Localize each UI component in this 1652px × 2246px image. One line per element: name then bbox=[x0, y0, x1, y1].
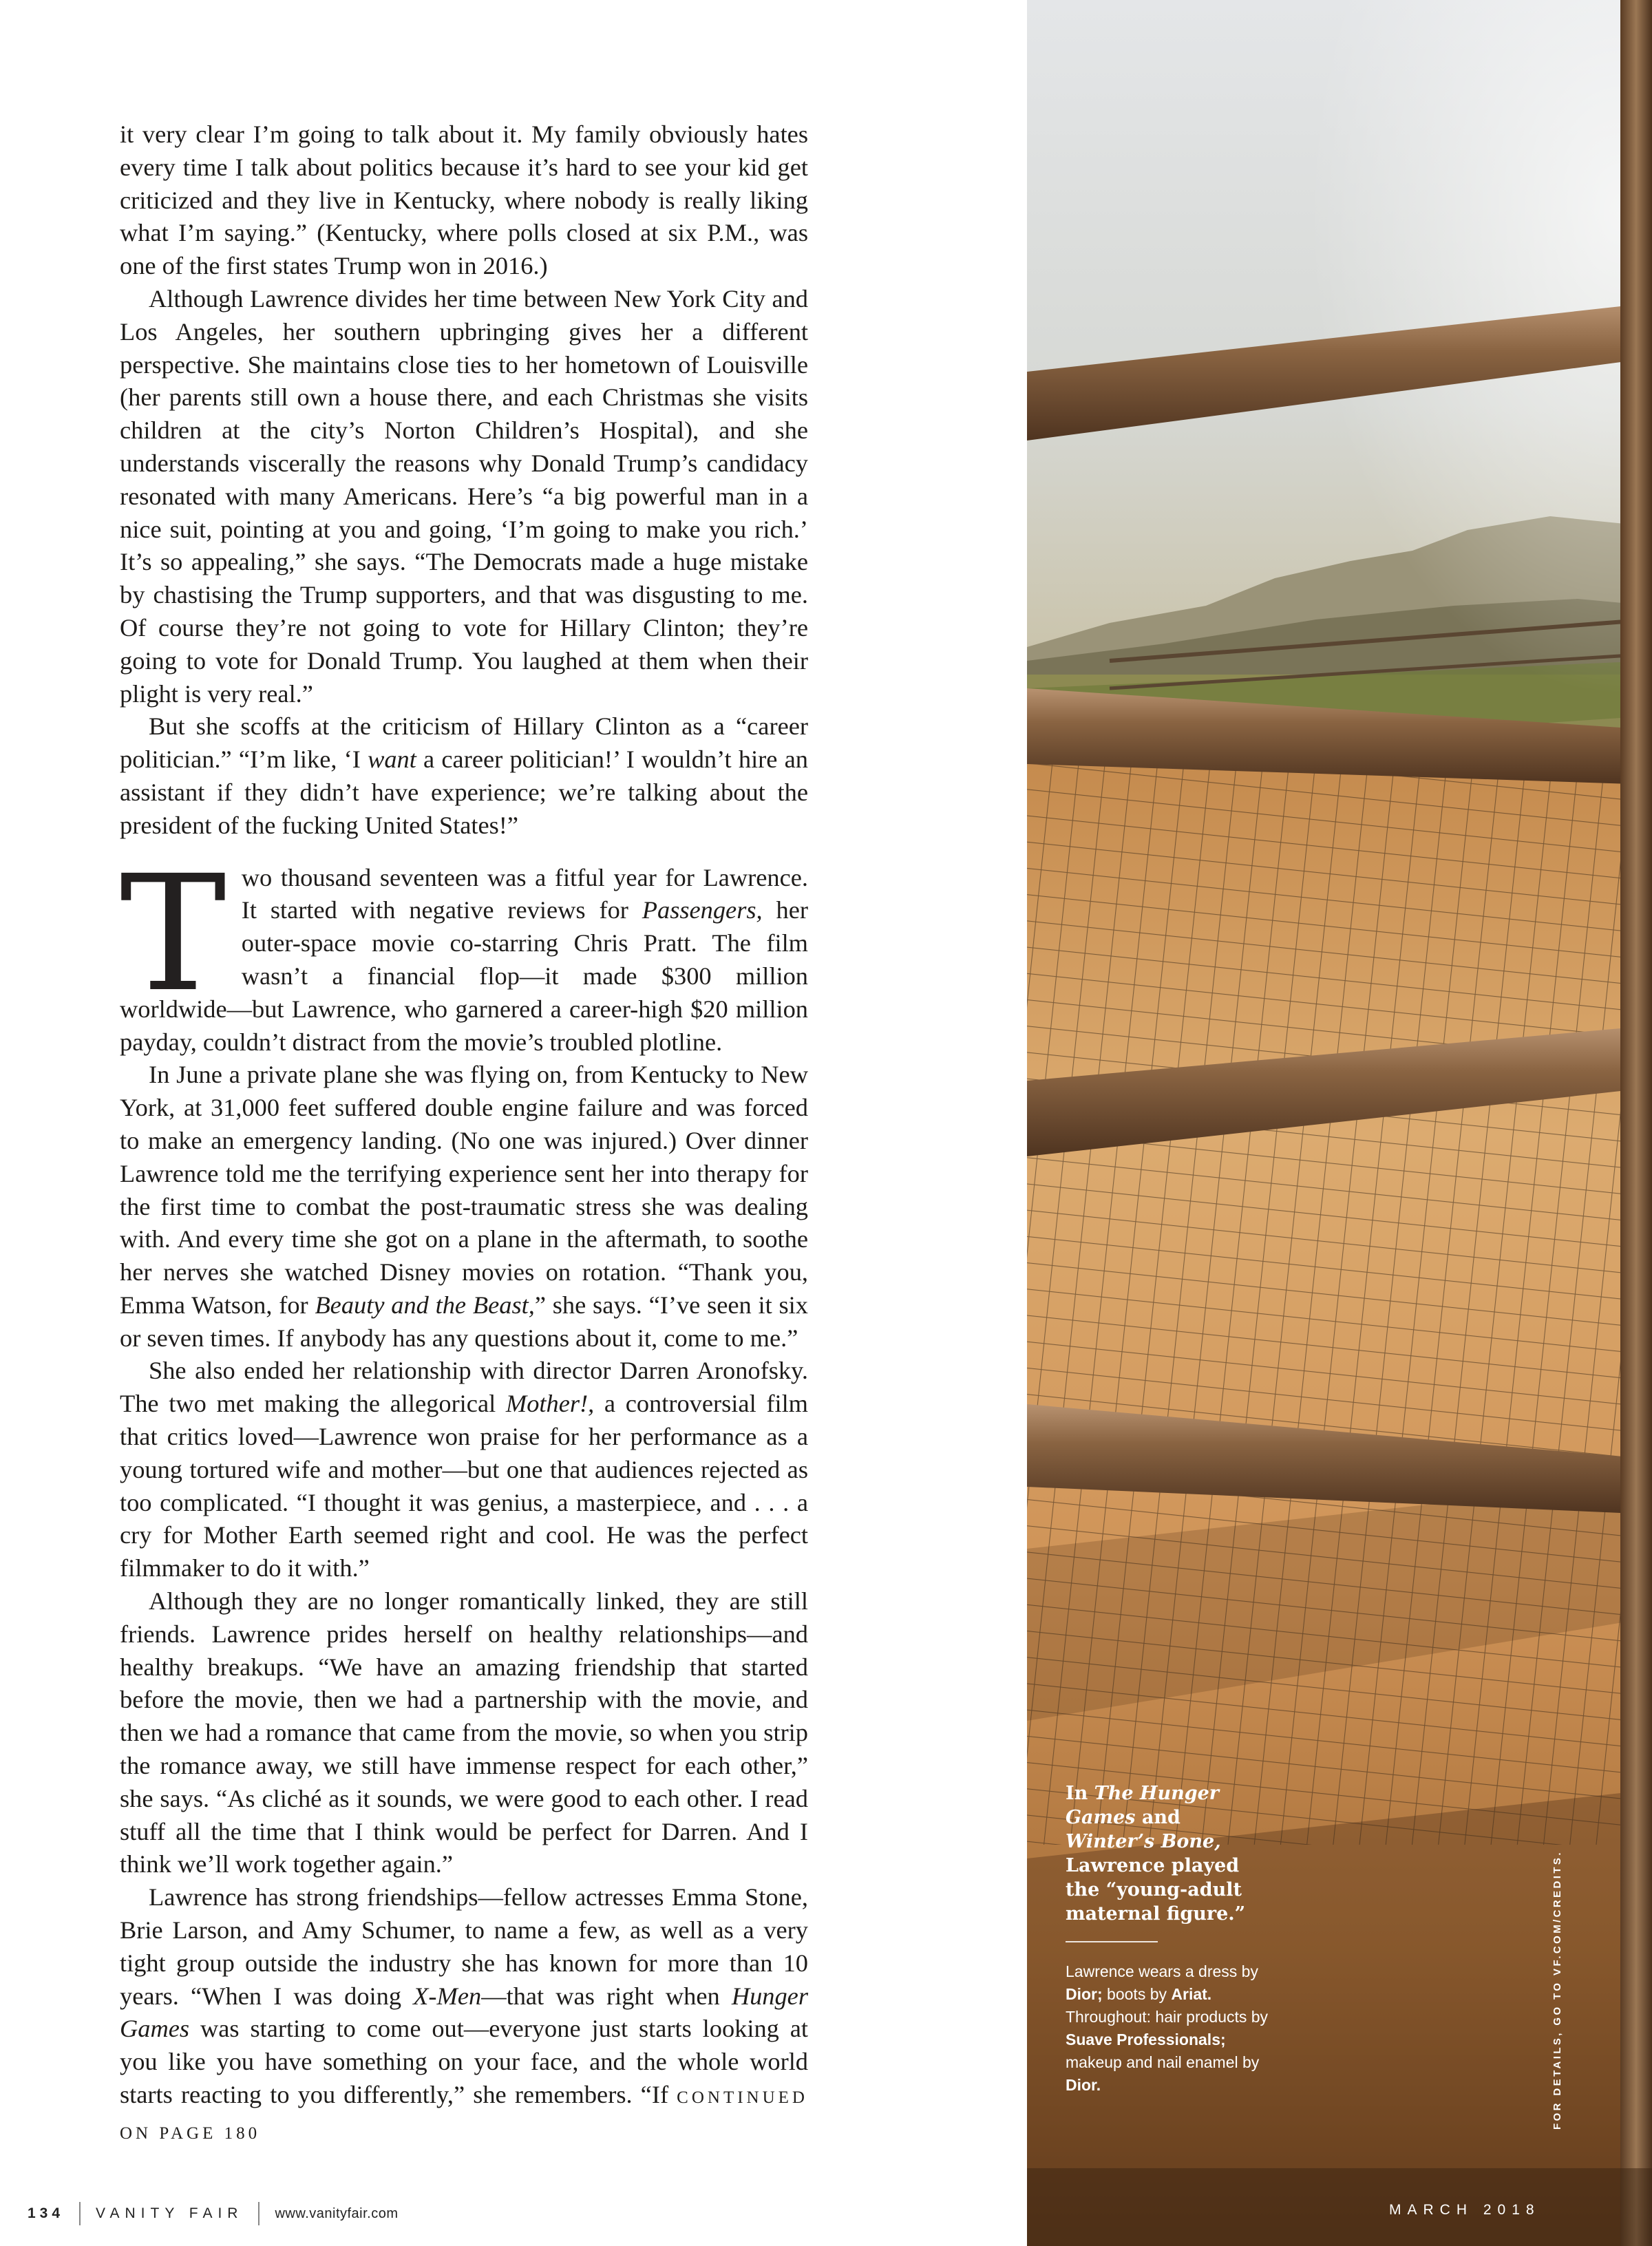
paragraph: Although Lawrence divides her time between New York City and Los Angeles, her southern upbringing gives her a different perspective. She maintains close ties to her hometown of Louisville (her parents still own a house there, and each Christmas she visits children at the city’s Norton Children’s Hospital), and she understands viscerally the reasons why Donald Trump’s candidacy resonated with many Americans. Here’s “a big powerful man in a nice suit, pointing at you and going, ‘I’m going to make you rich.’ It’s so appealing,” she says. “The Democrats made a huge mistake by chastising the Trump supporters, and that was disgusting to me. Of course they’re not going to vote for Hillary Clinton; they’re going to vote for Donald Trump. You laughed at them when their plight is very real.” bbox=[120, 284, 808, 708]
fashion-credits bbox=[1066, 1960, 1272, 2097]
text-run: Lawrence wears a dress by bbox=[1066, 1962, 1258, 1980]
website-url[interactable]: www.vanityfair.com bbox=[275, 2205, 399, 2221]
caption-divider bbox=[1066, 1941, 1158, 1942]
text-run: —that was right when bbox=[481, 1982, 732, 2010]
drop-cap: T bbox=[120, 840, 226, 1027]
paragraph: it very clear I’m going to talk about it. My family obviously hates every time I talk about politics because it’s hard to see your kid get criticized and they live in Kentucky, where nobody is really liking what I’m saying.” (Kentucky, where polls closed at six P.M., was one of the first states Trump won in 2016.) bbox=[120, 120, 808, 280]
text-run: ” she says. “I’ve seen it six or seven times. If anybody has any questions about it, come to me.” bbox=[120, 1291, 808, 1352]
text-run: boots by bbox=[1102, 1985, 1172, 2003]
pull-quote bbox=[1066, 1781, 1272, 1926]
paragraph bbox=[120, 1355, 808, 1585]
continued-jump-link[interactable]: CONTINUED ON PAGE 180 bbox=[120, 2088, 808, 2143]
brand: Ariat. bbox=[1171, 1985, 1212, 2003]
photo-caption bbox=[1066, 1781, 1272, 2097]
text-run: Lawrence played the “young-adult maternal figure.” bbox=[1066, 1855, 1246, 1925]
paragraph bbox=[120, 1059, 808, 1355]
emphasis: Passengers, bbox=[642, 896, 763, 924]
emphasis: want bbox=[368, 745, 416, 774]
text-run: In bbox=[1066, 1783, 1094, 1804]
emphasis: Beauty and the Beast, bbox=[315, 1291, 535, 1319]
text-run: But she scoffs at the criticism of Hillary Clinton as a “career politician.” “I’m like, ‘I bbox=[120, 712, 808, 774]
text-run: In June a private plane she was flying on, from Kentucky to New York, at 31,000 feet suffered double engine failure and was forced to make an emergency landing. (No one was injured.) Over dinner Lawrence told me the terrifying experience sent her into therapy for the first time to combat the post-traumatic stress she was dealing with. And every time she got on a plane in the aftermath, to soothe her nerves she watched Disney movies on rotation. “Thank you, Emma Watson, for bbox=[120, 1061, 808, 1319]
text-run: Lawrence has strong friendships—fellow actresses Emma Stone, Brie Larson, and Amy Schumer, to name a few, as well as a very tight group outside the industry she has known for more than 10 years. “When I was doing bbox=[120, 1883, 808, 2010]
footer-divider bbox=[258, 2202, 260, 2225]
brand: Dior. bbox=[1066, 2076, 1101, 2094]
emphasis: The Hunger Games bbox=[1066, 1783, 1220, 1828]
emphasis: Hunger Games bbox=[120, 1982, 808, 2043]
brand: Dior; bbox=[1066, 1985, 1103, 2003]
paragraph-dropcap bbox=[120, 840, 808, 1059]
magazine-name: VANITY FAIR bbox=[96, 2205, 244, 2221]
brand: Suave Professionals; bbox=[1066, 2031, 1226, 2048]
article-body bbox=[120, 118, 808, 2150]
paragraph bbox=[120, 710, 808, 842]
text-run: wo thousand seventeen was a fitful year for Lawrence. It started with negative reviews for bbox=[241, 863, 808, 924]
details-credit: FOR DETAILS, GO TO VF.COM/CREDITS. bbox=[1552, 1850, 1563, 2130]
issue-date: MARCH 2018 bbox=[1389, 2202, 1540, 2218]
footer-divider bbox=[79, 2202, 81, 2225]
text-run: makeup and nail enamel by bbox=[1066, 2053, 1260, 2071]
text-run: Throughout: hair products by bbox=[1066, 2008, 1269, 2026]
paragraph bbox=[120, 1881, 808, 2150]
emphasis: X-Men bbox=[413, 1982, 482, 2010]
text-run: and bbox=[1135, 1807, 1180, 1828]
text-run: her outer-space movie co-starring Chris Pratt. The film wasn’t a financial flop—it made $300 million worldwide—but Lawrence, who garnered a career-high $20 million payday, couldn’t distract from the movie’s troubled plotline. bbox=[120, 896, 808, 1056]
text-run: She also ended her relationship with director Darren Aronofsky. The two met making the allegorical bbox=[120, 1357, 808, 1418]
text-run: a career politician!’ I wouldn’t hire an assistant if they didn’t have experience; we’re talking about the president of the fucking United States!” bbox=[120, 745, 808, 839]
paragraph: Although they are no longer romantically linked, they are still friends. Lawrence prides herself on healthy relationships—and healthy breakups. “We have an amazing friendship that started before the movie, then we had a partnership with the movie, and then we had a romance that came from the movie, so when you strip the romance away, we still have immense respect for each other,” she says. “As cliché as it sounds, we were good to each other. I read stuff all the time that I think would be perfect for Darren. And I think we’ll work together again.” bbox=[120, 1587, 808, 1878]
text-run: a controversial film that critics loved—Lawrence won praise for her performance as a young tortured wife and mother—but one that audiences rejected as too complicated. “I thought it was genius, a masterpiece, and . . . a cry for Mother Earth seemed right and cool. He was the perfect filmmaker to do it with.” bbox=[120, 1390, 808, 1582]
emphasis: Winter’s Bone, bbox=[1066, 1831, 1221, 1852]
page-number: 134 bbox=[28, 2205, 65, 2221]
emphasis: Mother!, bbox=[505, 1390, 595, 1418]
page-footer bbox=[28, 2200, 399, 2227]
text-run: was starting to come out—everyone just starts looking at you like you have something on your face, and the whole world starts reacting to you differently,” she remembers. “If bbox=[120, 2015, 808, 2109]
